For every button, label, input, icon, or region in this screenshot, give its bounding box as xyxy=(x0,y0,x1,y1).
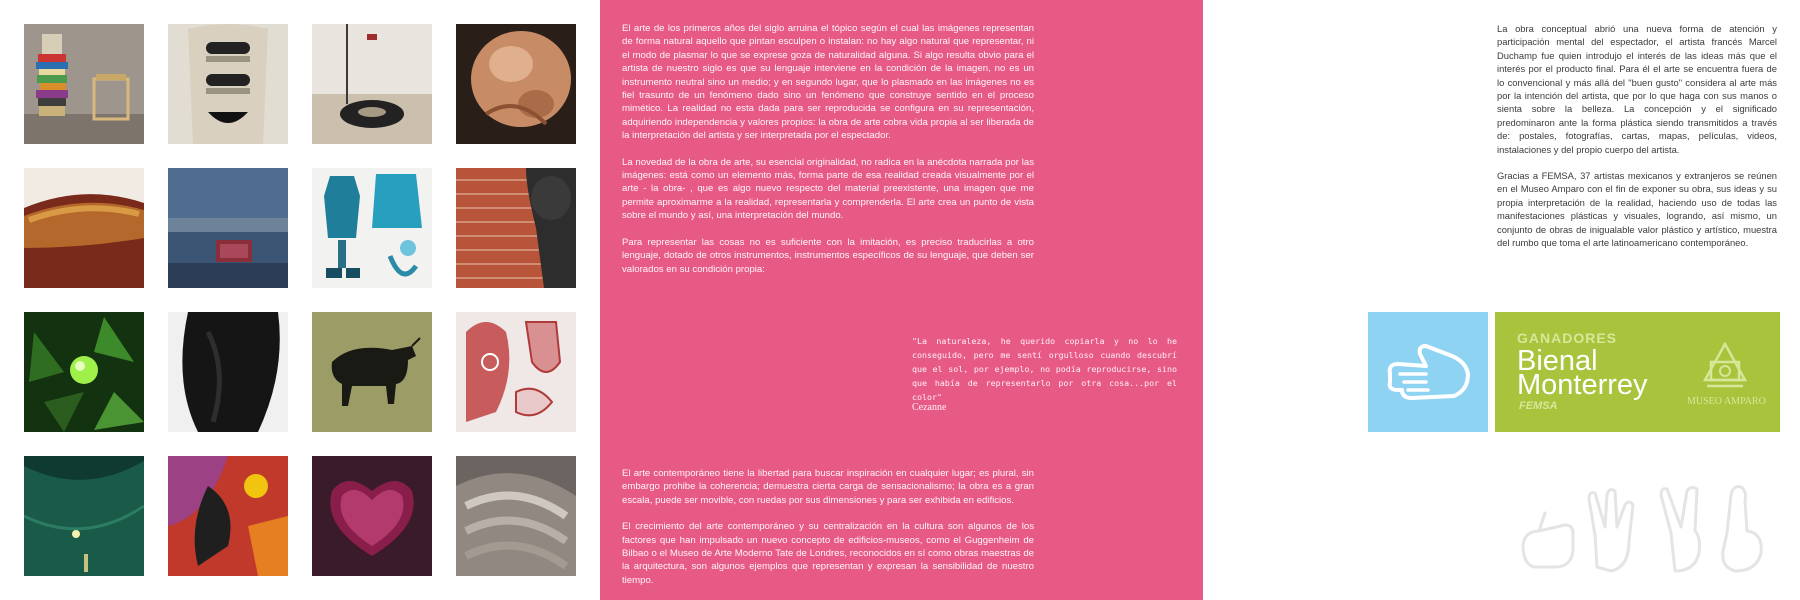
artwork-heart-shape xyxy=(312,456,432,576)
artwork-blue-landscape xyxy=(168,168,288,288)
paragraph: El arte de los primeros años del siglo arruina el tópico según el cual las imágenes representan de forma natural aquello que pintan esculpen o instalan: no hay algo natural que representar, ni el modo de plasmar lo que se exprese goza de naturalidad alguna. Si algo resulta obvio para el artista de nuestro siglo es que su lenguaje interviene en la condición de la imagen, no es un instrumento neutral sino un medio; y en segundo lugar, que lo plasmado en las imágenes no es fiel trasunto de un fenómeno dado sino un fenómeno que construye sentido en el proceso mimético. La realidad no esta dada para ser reproducida se configura en su representación, adquiriendo independencia y valores propios: la obra de arte cobra vida propia al ser liberada de la interpretación del artista y ser interpretada por el espectador. xyxy=(622,23,1034,142)
paragraph: Para representar las cosas no es suficiente con la imitación, es preciso traducirlas a otro lenguaje, dotado de otros instrumentos, instrumentos específicos de su lenguaje, que deben ser valorados en su condición propia: xyxy=(622,236,1034,275)
paragraph: La novedad de la obra de arte, su esencial originalidad, no radica en la anécdota narrada por las imágenes: está como un elemento más, forma parte de esa realidad creada visualmente por el arte - la obra- , que es algo nuevo respecto del material preexistente, una imagen que me permite aproximarme a la realidad, representarla y comprenderla. El arte crea un punto de vista sobre el mundo y así, una interpretación del mundo. xyxy=(622,156,1034,222)
paragraph: El arte contemporáneo tiene la libertad para buscar inspiración en cualquier lugar; es plural, sin embargo prohibe la coherencia; demuestra cierta carga de sensacionalismo; la obra es a gran escala, puede ser movible, con ruedas por sus dimensiones y para ser exhibida en edificios. xyxy=(622,468,1034,506)
bienal-monterrey-logo xyxy=(1495,312,1780,432)
closing-text-block xyxy=(622,467,1034,600)
logo-title-line2: Monterrey xyxy=(1517,369,1648,401)
logo-winners-label: GANADORES xyxy=(1517,330,1618,346)
quote-author: Cezanne xyxy=(912,402,947,413)
artwork-red-drawing xyxy=(456,312,576,432)
hand-gestures-decoration xyxy=(1515,475,1785,580)
hand-logo-box xyxy=(1368,312,1488,432)
artwork-tire-room xyxy=(312,24,432,144)
artwork-dark-fabric xyxy=(168,312,288,432)
museo-amparo-label: MUSEO AMPARO xyxy=(1687,396,1766,407)
artwork-black-bull xyxy=(312,312,432,432)
artwork-teal-garments xyxy=(312,168,432,288)
artwork-seed-carpet xyxy=(24,168,144,288)
artwork-stitched-panel xyxy=(168,24,288,144)
artwork-brick-horse xyxy=(456,168,576,288)
paragraph: La obra conceptual abrió una nueva forma de atención y participación mental del espectador, el artista francés Marcel Duchamp fue quien introdujo el interés de las ideas más que el interés por el producto final. Para él el arte se encuentra fuera de lo convencional y más allá del "buen gusto" considera al arte más por la intención del artista, que por lo que haga con sus manos o sienta sobre la belleza. La concepción y el significado predominaron ante la forma plástica siendo transmitidos a través de: postales, fotografías, cartas, mapas, películas, videos, instalaciones y del propio cuerpo del artista. xyxy=(1497,23,1777,155)
cezanne-quote: "La naturaleza, he querido copiarla y no lo he conseguido, pero me sentí orgulloso cuando descubrí que el sol, por ejemplo, no podía reproducirse, sino que había de representarlo por otra cosa...por el color" xyxy=(912,336,1177,402)
artwork-stacked-books xyxy=(24,24,144,144)
open-hand-icon xyxy=(1368,312,1488,432)
index-finger-hand-icon xyxy=(1723,487,1761,571)
logo-title-line1: Bienal xyxy=(1517,345,1598,377)
artwork-clay-form xyxy=(456,24,576,144)
artwork-scaled-texture xyxy=(456,456,576,576)
museo-amparo-emblem-icon xyxy=(1701,342,1749,392)
conceptual-art-text xyxy=(1497,22,1777,263)
artwork-grid-panel xyxy=(0,0,600,600)
artwork-green-net xyxy=(24,456,144,576)
artwork-red-abstract xyxy=(168,456,288,576)
femsa-wordmark: FEMSA xyxy=(1519,400,1558,412)
intro-text-block xyxy=(622,22,1034,289)
artwork-green-foliage xyxy=(24,312,144,432)
paragraph: Gracias a FEMSA, 37 artistas mexicanos y extranjeros se reúnen en el Museo Amparo con el fin de exponer su obra, sus ideas y su propia interpretación de la realidad, haciendo uso de todas las manifestaciones plásticas y visuales, logrando, así mismo, un conjunto de obras de inigualable valor plástico y artístico, muestra del rumbo que toma el arte latinoamericano contemporáneo. xyxy=(1497,170,1777,249)
three-fingers-hand-icon xyxy=(1589,490,1633,571)
victory-hand-icon xyxy=(1661,487,1700,571)
pointing-hand-icon xyxy=(1523,513,1573,567)
paragraph: El crecimiento del arte contemporáneo y su centralización en la cultura son algunos de los factores que han impulsado un nuevo concepto de edificios-museos, como el Guggenheim de Bilbao o el Museo de Arte Moderno Tate de Londres, reconocidos en sí como obras maestras de la arquitectura, son algunos ejemplos que representan y expresan la sensibilidad de nuestro tiempo. xyxy=(622,521,1034,586)
